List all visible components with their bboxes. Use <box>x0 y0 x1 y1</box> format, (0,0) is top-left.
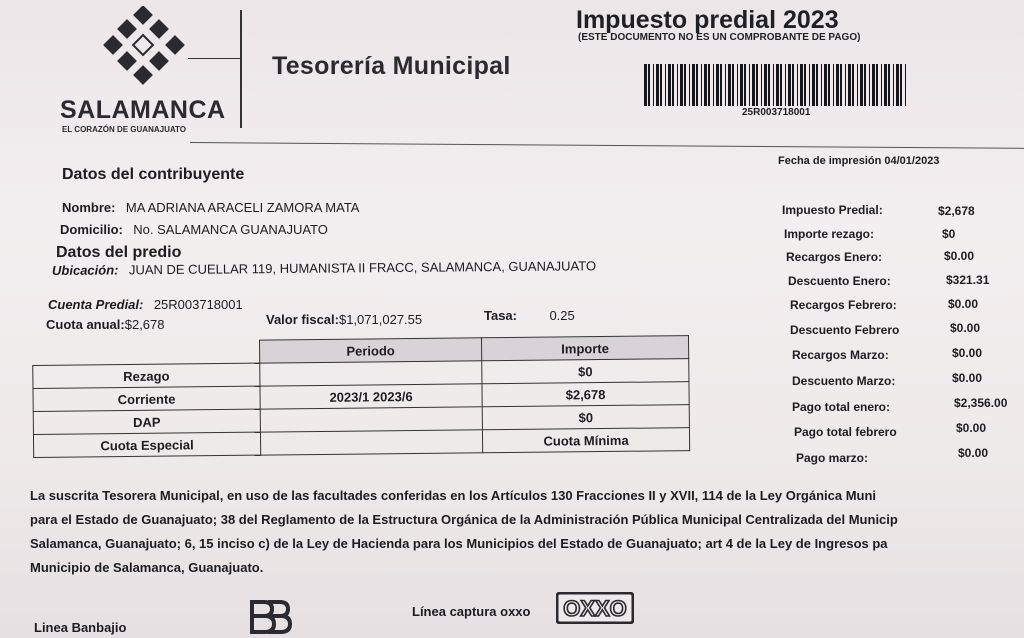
location-value: JUAN DE CUELLAR 119, HUMANISTA II FRACC, SALAMANCA, GUANAJUATO <box>128 258 597 278</box>
summary-label: Importe rezago: <box>784 227 875 241</box>
row-concept: Rezago <box>33 363 260 388</box>
row-amount: $0 <box>482 359 689 384</box>
summary-label: Descuento Enero: <box>788 274 891 288</box>
col-importe: Importe <box>481 336 688 361</box>
document-title: Impuesto predial 2023 <box>576 6 839 34</box>
summary-value: $2,678 <box>938 204 975 218</box>
row-concept: Corriente <box>33 386 260 411</box>
row-period <box>260 407 482 432</box>
oxxo-label: Línea captura oxxo <box>412 604 531 619</box>
summary-value: $2,356.00 <box>954 396 1008 410</box>
row-concept: DAP <box>33 409 260 434</box>
summary-value: $0.00 <box>952 371 983 385</box>
taxpayer-name-row <box>62 199 359 217</box>
fiscal-value-label: Valor fiscal: <box>266 312 339 327</box>
header-separator <box>190 142 1024 149</box>
header-divider <box>240 10 242 128</box>
summary-value: $0.00 <box>948 297 979 311</box>
document-subtitle: (ESTE DOCUMENTO NO ES UN COMPROBANTE DE PAGO) <box>578 32 861 43</box>
legal-line: para el Estado de Guanajuato; 38 del Reglamento de la Estructura Orgánica de la Administración Pública Municipal Centralizada del Municip <box>30 512 898 527</box>
row-period <box>260 361 482 386</box>
rate-value: 0.25 <box>549 308 575 323</box>
print-date <box>778 155 939 167</box>
summary-label: Pago marzo: <box>796 451 869 465</box>
legal-line: Salamanca, Guanajuato; 6, 15 inciso c) de la Ley de Hacienda para los Municipios del Estado de Guanajuato; art 4 de la Ley de Ingresos pa <box>30 536 888 551</box>
banbajio-logo-icon <box>248 598 292 638</box>
address-label: Domicilio: <box>60 222 123 237</box>
summary-label: Pago total febrero <box>794 425 897 439</box>
salamanca-logo-icon <box>98 6 198 94</box>
print-date-value: 04/01/2023 <box>884 155 940 167</box>
legal-paragraph <box>30 484 898 580</box>
summary-label: Recargos Febrero: <box>790 298 897 312</box>
legal-line: Municipio de Salamanca, Guanajuato. <box>30 560 264 575</box>
summary-label: Recargos Enero: <box>786 250 883 264</box>
address-value: No. SALAMANCA GUANAJUATO <box>133 222 328 237</box>
row-period <box>260 430 482 455</box>
summary-label: Pago total enero: <box>792 400 891 414</box>
name-value: MA ADRIANA ARACELI ZAMORA MATA <box>125 200 360 215</box>
summary-value: $321.31 <box>946 273 990 287</box>
annual-fee-value: $2,678 <box>124 317 165 332</box>
office-name: Tesorería Municipal <box>272 52 511 80</box>
annual-fee-label: Cuota anual: <box>46 317 125 332</box>
location-label: Ubicación: <box>51 262 119 278</box>
taxpayer-address-row <box>60 221 328 239</box>
barcode-icon <box>644 64 906 106</box>
row-amount: $2,678 <box>482 382 689 407</box>
fiscal-value-row <box>266 311 422 329</box>
summary-label: Recargos Marzo: <box>792 348 889 362</box>
row-amount: $0 <box>482 405 689 430</box>
summary-value: $0 <box>942 227 956 241</box>
summary-label: Impuesto Predial: <box>782 203 883 217</box>
account-value: 25R003718001 <box>153 297 243 312</box>
summary-value: $0.00 <box>944 249 975 263</box>
legal-line: La suscrita Tesorera Municipal, en uso de las facultades conferidas en los Artículos 130 Fracciones II y XVII, 114 de la Ley Orgánica Muni <box>30 488 877 503</box>
property-location-row <box>52 257 596 280</box>
summary-value: $0.00 <box>952 346 983 360</box>
barcode-number: 25R003718001 <box>742 107 811 118</box>
col-periodo: Periodo <box>259 338 481 363</box>
row-amount: Cuota Mínima <box>482 428 689 453</box>
account-row <box>48 296 243 314</box>
municipality-tagline: EL CORAZÓN DE GUANAJUATO <box>62 125 187 134</box>
logo-line <box>188 58 240 59</box>
summary-value: $0.00 <box>956 421 987 435</box>
period-table <box>32 335 690 458</box>
municipality-name: SALAMANCA <box>60 96 226 124</box>
oxxo-logo-text: OXXO <box>563 596 627 621</box>
account-label: Cuenta Predial: <box>48 297 144 312</box>
summary-label: Descuento Febrero <box>790 323 900 337</box>
taxpayer-heading: Datos del contribuyente <box>62 166 245 183</box>
annual-fee-row <box>46 316 165 334</box>
summary-value: $0.00 <box>950 321 981 335</box>
summary-label: Descuento Marzo: <box>792 374 896 388</box>
name-label: Nombre: <box>62 200 116 215</box>
banbajio-label: Linea Banbajio <box>34 620 127 635</box>
print-date-label: Fecha de impresión <box>778 155 882 167</box>
property-heading: Datos del predio <box>56 244 182 261</box>
oxxo-logo-icon <box>556 592 634 624</box>
row-period: 2023/1 2023/6 <box>260 384 482 409</box>
fiscal-value: $1,071,027.55 <box>338 312 423 327</box>
rate-row <box>484 307 575 325</box>
summary-value: $0.00 <box>958 446 989 460</box>
rate-label: Tasa: <box>484 308 517 323</box>
row-concept: Cuota Especial <box>33 432 260 457</box>
